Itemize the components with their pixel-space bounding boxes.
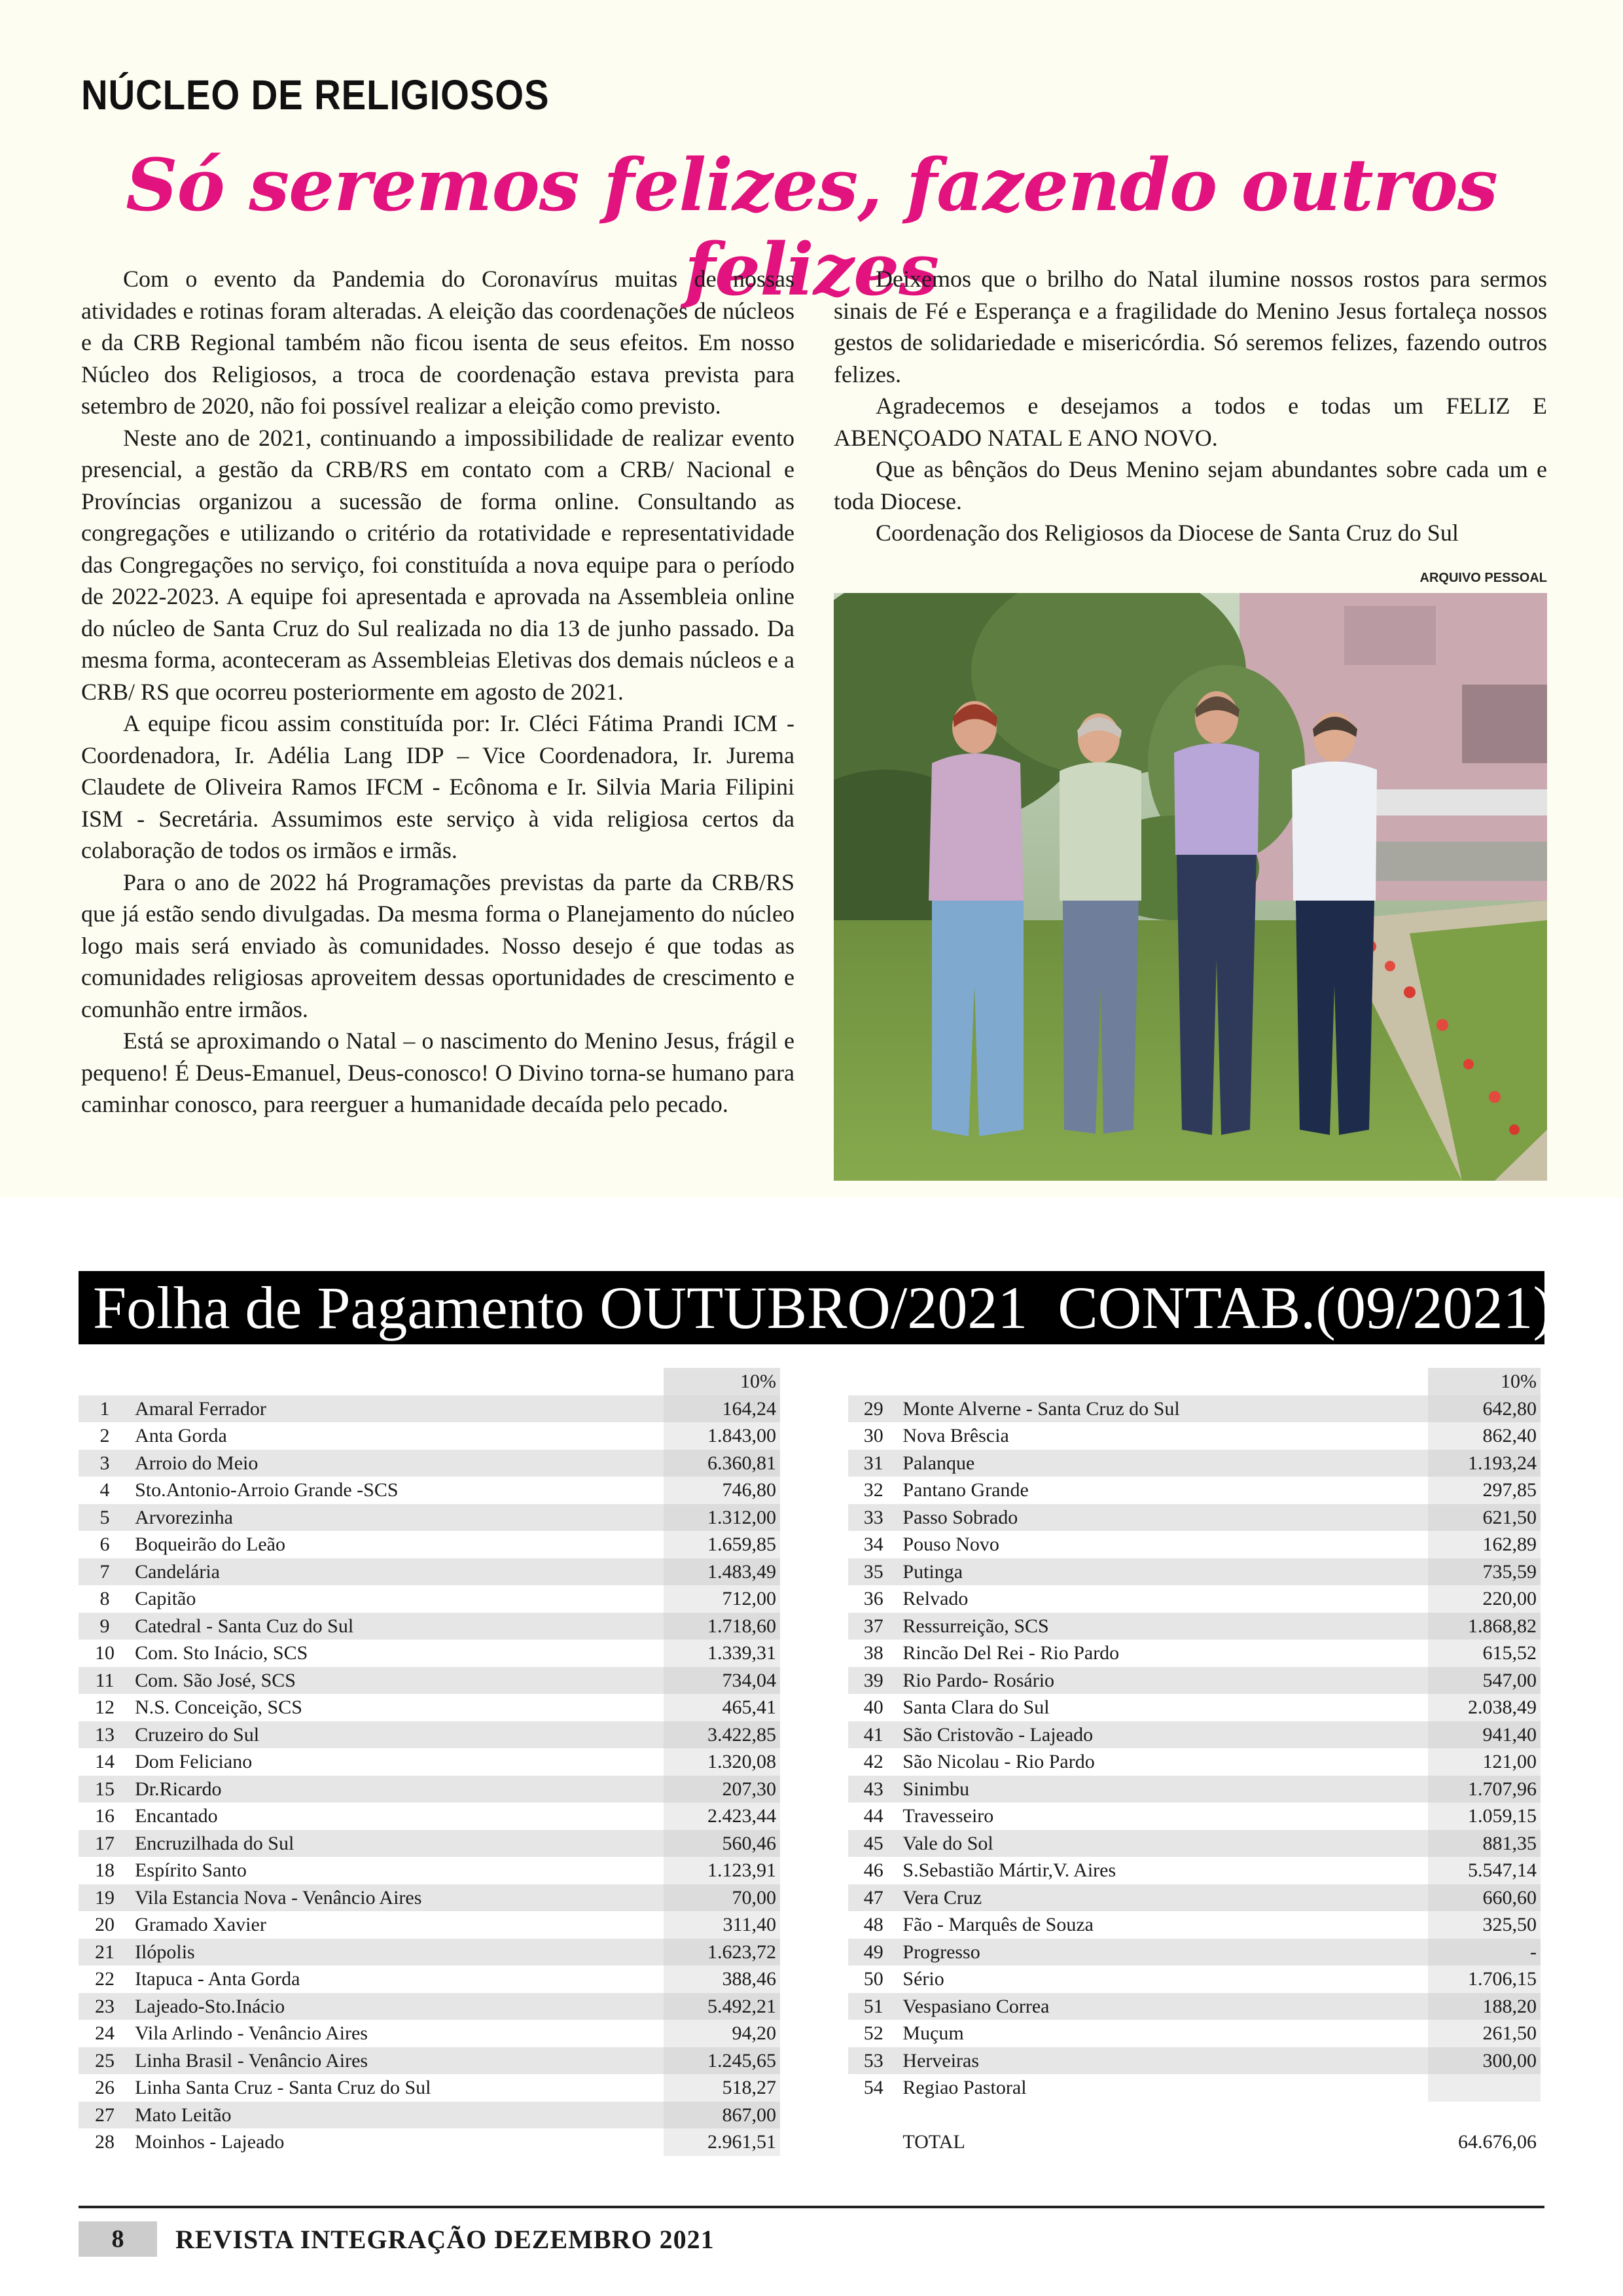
row-number: 47	[848, 1884, 899, 1912]
row-value: 5.492,21	[664, 1993, 780, 2020]
article-paragraph: A equipe ficou assim constituída por: Ir. Cléci Fátima Prandi ICM - Coordenadora, Ir. Adélia Lang IDP – Vice Coordenadora, Ir. Jurema Claudete de Oliveira Ramos IFCM - Ecônoma e Ir. Silvia Maria Filipini ISM - Secretária. Assumimos este serviço à vida religiosa certos da colaboração de todos os irmãos e irmãs.	[81, 710, 794, 863]
parish-name: Linha Brasil - Venâncio Aires	[131, 2047, 664, 2075]
row-number: 12	[95, 1696, 115, 1718]
row-value: 712,00	[664, 1585, 780, 1613]
row-number: 15	[79, 1776, 131, 1803]
row-value: 547,00	[1428, 1667, 1541, 1695]
row-number	[848, 2102, 899, 2129]
table-row	[848, 1776, 1541, 1803]
row-number: 25	[79, 2047, 131, 2075]
row-number: 8	[99, 1588, 110, 1609]
row-value: 867,00	[664, 2102, 780, 2129]
parish-name: Com. São José, SCS	[131, 1667, 664, 1695]
parish-name: Gramado Xavier	[135, 1914, 266, 1935]
row-value: 1.245,65	[664, 2047, 780, 2075]
row-value: 518,27	[664, 2074, 780, 2102]
row-value: 162,89	[1428, 1531, 1541, 1558]
parish-name: Monte Alverne - Santa Cruz do Sul	[899, 1395, 1428, 1423]
parish-name: Pouso Novo	[902, 1534, 999, 1555]
row-value: 325,50	[1428, 1911, 1541, 1939]
row-number: 54	[863, 2077, 883, 2098]
parish-name: Palanque	[899, 1450, 1428, 1477]
row-value: 1.623,72	[664, 1939, 780, 1966]
row-number: 31	[848, 1450, 899, 1477]
parish-name: Moinhos - Lajeado	[135, 2131, 285, 2153]
payroll-table-left-body	[79, 1368, 780, 2156]
row-number: 36	[863, 1588, 883, 1609]
row-number: 2	[99, 1425, 110, 1446]
parish-name: Arvorezinha	[131, 1504, 664, 1532]
payroll-table-left	[79, 1368, 780, 2156]
row-number: 18	[95, 1859, 115, 1881]
parish-name: Regiao Pastoral	[902, 2077, 1027, 2098]
parish-name: Nova Brêscia	[902, 1425, 1009, 1446]
row-number: 19	[79, 1884, 131, 1912]
row-number: 14	[95, 1751, 115, 1772]
table-row	[848, 1395, 1541, 1423]
table-row	[79, 1422, 780, 1450]
row-value: 734,04	[664, 1667, 780, 1695]
parish-name: Progresso	[899, 1939, 1428, 1966]
payroll-table-right-body	[848, 1368, 1541, 2156]
parish-name: Cruzeiro do Sul	[131, 1721, 664, 1749]
table-row	[79, 2128, 780, 2156]
column-header-row	[79, 1368, 780, 1395]
table-row	[79, 1613, 780, 1640]
row-value: 164,24	[664, 1395, 780, 1423]
parish-name: Fão - Marquês de Souza	[902, 1914, 1094, 1935]
parish-name: Herveiras	[899, 2047, 1428, 2075]
row-value: 881,35	[1428, 1830, 1541, 1857]
row-number: 43	[848, 1776, 899, 1803]
parish-name: Encantado	[135, 1805, 218, 1827]
article-paragraph: Está se aproximando o Natal – o nascimento do Menino Jesus, frágil e pequeno! É Deus-Emanuel, Deus-conosco! O Divino torna-se humano para caminhar conosco, para reerguer a humanidade decaída pelo pecado.	[81, 1028, 794, 1117]
row-number: 48	[863, 1914, 883, 1935]
row-number: 17	[79, 1830, 131, 1857]
table-row	[848, 1450, 1541, 1477]
parish-name: Muçum	[902, 2022, 964, 2044]
table-row	[79, 1830, 780, 1857]
row-number: 29	[848, 1395, 899, 1423]
table-row	[79, 1531, 780, 1558]
row-number: 33	[848, 1504, 899, 1532]
row-number: 52	[863, 2022, 883, 2044]
table-row	[848, 1558, 1541, 1586]
article-left-column	[81, 263, 794, 1121]
table-row	[79, 1667, 780, 1695]
parish-name: Dr.Ricardo	[131, 1776, 664, 1803]
row-number: 38	[863, 1642, 883, 1664]
row-value: 5.547,14	[1428, 1857, 1541, 1884]
row-number: 22	[95, 1968, 115, 1990]
table-row	[79, 1477, 780, 1504]
table-row	[79, 1585, 780, 1613]
parish-name: Travesseiro	[902, 1805, 994, 1827]
row-number: 28	[95, 2131, 115, 2153]
table-row	[79, 1640, 780, 1667]
row-value: -	[1428, 1939, 1541, 1966]
row-value: 1.659,85	[664, 1531, 780, 1558]
parish-name: Pantano Grande	[902, 1479, 1029, 1501]
section-label: NÚCLEO DE RELIGIOSOS	[81, 71, 550, 118]
table-row	[79, 1694, 780, 1721]
row-value: 941,40	[1428, 1721, 1541, 1749]
table-row	[848, 2020, 1541, 2047]
parish-name: Linha Santa Cruz - Santa Cruz do Sul	[135, 2077, 431, 2098]
parish-name: Sinimbu	[899, 1776, 1428, 1803]
parish-name: Passo Sobrado	[899, 1504, 1428, 1532]
table-row	[848, 1721, 1541, 1749]
row-value: 6.360,81	[664, 1450, 780, 1477]
column-header-percent: 10%	[664, 1368, 780, 1395]
row-value: 297,85	[1428, 1477, 1541, 1504]
parish-name: Catedral - Santa Cuz do Sul	[131, 1613, 664, 1640]
row-value: 735,59	[1428, 1558, 1541, 1586]
table-row	[848, 1911, 1541, 1939]
parish-name: São Cristovão - Lajeado	[899, 1721, 1428, 1749]
table-row	[848, 1884, 1541, 1912]
article-signature: Coordenação dos Religiosos da Diocese de Santa Cruz do Sul	[876, 520, 1459, 546]
parish-name: Relvado	[902, 1588, 969, 1609]
table-row	[79, 2074, 780, 2102]
row-value: 207,30	[664, 1776, 780, 1803]
article-paragraph: Agradecemos e desejamos a todos e todas um FELIZ E ABENÇOADO NATAL E ANO NOVO.	[834, 393, 1547, 451]
table-row	[848, 1993, 1541, 2020]
row-number: 27	[79, 2102, 131, 2129]
table-row	[848, 1667, 1541, 1695]
table-row	[79, 1776, 780, 1803]
row-value: 220,00	[1428, 1585, 1541, 1613]
row-number: 51	[848, 1993, 899, 2020]
parish-name: Rincão Del Rei - Rio Pardo	[902, 1642, 1120, 1664]
row-value: 1.707,96	[1428, 1776, 1541, 1803]
parish-name: Vila Arlindo - Venâncio Aires	[135, 2022, 368, 2044]
row-value: 261,50	[1428, 2020, 1541, 2047]
table-row	[848, 1531, 1541, 1558]
column-header-percent: 10%	[1428, 1368, 1541, 1395]
row-value: 1.193,24	[1428, 1450, 1541, 1477]
table-row	[848, 1694, 1541, 1721]
table-row	[848, 2074, 1541, 2102]
parish-name: Mato Leitão	[131, 2102, 664, 2129]
parish-name: Arroio do Meio	[131, 1450, 664, 1477]
table-row	[848, 1965, 1541, 1993]
row-number: 26	[95, 2077, 115, 2098]
table-row	[79, 1395, 780, 1423]
page-number: 8	[79, 2221, 157, 2257]
row-number: 13	[79, 1721, 131, 1749]
row-value: 660,60	[1428, 1884, 1541, 1912]
row-value: 1.123,91	[664, 1857, 780, 1884]
parish-name: Lajeado-Sto.Inácio	[131, 1993, 664, 2020]
table-row	[848, 1830, 1541, 1857]
parish-name: Sto.Antonio-Arroio Grande -SCS	[135, 1479, 399, 1501]
payroll-title-banner: Folha de Pagamento OUTUBRO/2021 CONTAB.(09/2021)	[79, 1271, 1544, 1344]
row-number: 30	[863, 1425, 883, 1446]
table-row	[79, 2102, 780, 2129]
row-number: 37	[848, 1613, 899, 1640]
row-value	[1428, 2102, 1541, 2129]
row-number: 16	[95, 1805, 115, 1827]
table-row	[79, 1993, 780, 2020]
table-row	[79, 1857, 780, 1884]
payroll-table-right	[848, 1368, 1541, 2156]
row-value: 2.038,49	[1428, 1694, 1541, 1721]
table-row	[79, 2047, 780, 2075]
row-value: 1.483,49	[664, 1558, 780, 1586]
row-number: 44	[863, 1805, 883, 1827]
table-row	[79, 1803, 780, 1830]
parish-name: Amaral Ferrador	[131, 1395, 664, 1423]
row-number: 24	[95, 2022, 115, 2044]
row-value: 1.706,15	[1428, 1965, 1541, 1993]
parish-name: Encruzilhada do Sul	[131, 1830, 664, 1857]
row-value: 2.423,44	[664, 1803, 780, 1830]
article-paragraph: Com o evento da Pandemia do Coronavírus muitas de nossas atividades e rotinas foram alteradas. A eleição das coordenações de núcleos e da CRB Regional também não ficou isenta de seus efeitos. Em nosso Núcleo dos Religiosos, a troca de coordenação estava prevista para setembro de 2020, não foi possível realizar a eleição como previsto.	[81, 266, 794, 419]
row-number: 1	[79, 1395, 131, 1423]
parish-name: Candelária	[131, 1558, 664, 1586]
total-value: 64.676,06	[1458, 2131, 1537, 2153]
total-row	[848, 2128, 1541, 2156]
row-number: 21	[79, 1939, 131, 1966]
table-row	[79, 1911, 780, 1939]
row-value: 1.320,08	[664, 1748, 780, 1776]
table-row	[848, 1422, 1541, 1450]
row-number: 35	[848, 1558, 899, 1586]
row-number: 53	[848, 2047, 899, 2075]
row-value	[1428, 2074, 1541, 2102]
table-row	[79, 1884, 780, 1912]
row-number: 49	[848, 1939, 899, 1966]
parish-name: Ressurreição, SCS	[899, 1613, 1428, 1640]
total-label: TOTAL	[902, 2131, 965, 2153]
parish-name: São Nicolau - Rio Pardo	[902, 1751, 1095, 1772]
table-row	[848, 1613, 1541, 1640]
row-value: 1.718,60	[664, 1613, 780, 1640]
row-value: 615,52	[1428, 1640, 1541, 1667]
row-number: 23	[79, 1993, 131, 2020]
table-row	[848, 1803, 1541, 1830]
row-number: 11	[79, 1667, 131, 1695]
parish-name: Sério	[902, 1968, 944, 1990]
table-row	[79, 1965, 780, 1993]
table-row	[79, 1721, 780, 1749]
row-value: 1.868,82	[1428, 1613, 1541, 1640]
row-number: 9	[79, 1613, 131, 1640]
row-number: 32	[863, 1479, 883, 1501]
table-row	[848, 1640, 1541, 1667]
table-row	[848, 1504, 1541, 1532]
row-number: 39	[848, 1667, 899, 1695]
parish-name: N.S. Conceição, SCS	[135, 1696, 302, 1718]
row-value: 121,00	[1428, 1748, 1541, 1776]
article-paragraph: Neste ano de 2021, continuando a impossibilidade de realizar evento presencial, a gestão da CRB/RS em contato com a CRB/ Nacional e Províncias organizou a sucessão de forma online. Consultando as congregações e utilizando o critério da rotatividade e representatividade das Congregações no serviço, foi constituída a nova equipe para o período de 2022-2023. A equipe foi apresentada e aprovada na Assembleia online do núcleo de Santa Cruz do Sul realizada no dia 13 de junho passado. Da mesma forma, aconteceram as Assembleias Eletivas dos demais núcleos e a CRB/ RS que ocorreu posteriormente em agosto de 2021.	[81, 424, 794, 705]
table-row	[79, 1450, 780, 1477]
parish-name: Boqueirão do Leão	[135, 1534, 285, 1555]
parish-name: Itapuca - Anta Gorda	[135, 1968, 300, 1990]
row-value: 388,46	[664, 1965, 780, 1993]
row-value: 94,20	[664, 2020, 780, 2047]
table-row	[848, 1939, 1541, 1966]
row-value: 1.339,31	[664, 1640, 780, 1667]
table-row	[848, 1585, 1541, 1613]
row-value: 746,80	[664, 1477, 780, 1504]
row-number: 10	[95, 1642, 115, 1664]
table-row	[848, 1748, 1541, 1776]
row-number: 40	[863, 1696, 883, 1718]
row-number: 6	[99, 1534, 110, 1555]
table-row	[848, 1477, 1541, 1504]
parish-name: Vila Estancia Nova - Venâncio Aires	[131, 1884, 664, 1912]
row-number: 20	[95, 1914, 115, 1935]
row-number: 3	[79, 1450, 131, 1477]
parish-name: Vespasiano Correa	[899, 1993, 1428, 2020]
row-value: 862,40	[1428, 1422, 1541, 1450]
parish-name: Capitão	[135, 1588, 196, 1609]
footer-rule	[79, 2206, 1544, 2208]
article-paragraph: Para o ano de 2022 há Programações previstas da parte da CRB/RS que já estão sendo divulgadas. Da mesma forma o Planejamento do núcleo logo mais será enviado às comunidades. Nosso desejo é que todas as comunidades religiosas aproveitem dessas oportunidades de crescimento e comunhão entre irmãos.	[81, 869, 794, 1022]
row-value: 1.312,00	[664, 1504, 780, 1532]
photo-credit: ARQUIVO PESSOAL	[1419, 571, 1547, 585]
row-number: 7	[79, 1558, 131, 1586]
table-row	[79, 2020, 780, 2047]
parish-name: Putinga	[899, 1558, 1428, 1586]
row-value: 311,40	[664, 1911, 780, 1939]
parish-name: Vale do Sol	[899, 1830, 1428, 1857]
parish-name: Rio Pardo- Rosário	[899, 1667, 1428, 1695]
row-value: 70,00	[664, 1884, 780, 1912]
row-number: 34	[863, 1534, 883, 1555]
parish-name: Dom Feliciano	[135, 1751, 253, 1772]
table-row	[848, 1857, 1541, 1884]
parish-name: Com. Sto Inácio, SCS	[135, 1642, 308, 1664]
row-value: 188,20	[1428, 1993, 1541, 2020]
row-number: 50	[863, 1968, 883, 1990]
parish-name: S.Sebastião Mártir,V. Aires	[902, 1859, 1116, 1881]
parish-name: Espírito Santo	[135, 1859, 247, 1881]
row-value: 621,50	[1428, 1504, 1541, 1532]
group-photo	[834, 593, 1547, 1181]
row-value: 1.843,00	[664, 1422, 780, 1450]
row-number: 41	[848, 1721, 899, 1749]
parish-name: Vera Cruz	[899, 1884, 1428, 1912]
table-row	[79, 1504, 780, 1532]
article-paragraph: Que as bênçãos do Deus Menino sejam abundantes sobre cada um e toda Diocese.	[834, 456, 1547, 514]
table-row	[848, 2047, 1541, 2075]
row-number: 5	[79, 1504, 131, 1532]
table-row	[79, 1558, 780, 1586]
column-header-row	[848, 1368, 1541, 1395]
parish-name	[899, 2102, 1428, 2129]
row-value: 642,80	[1428, 1395, 1541, 1423]
row-number: 42	[863, 1751, 883, 1772]
row-value: 1.059,15	[1428, 1803, 1541, 1830]
parish-name: Anta Gorda	[135, 1425, 227, 1446]
row-value: 3.422,85	[664, 1721, 780, 1749]
row-number: 4	[99, 1479, 110, 1501]
row-value: 465,41	[664, 1694, 780, 1721]
article-paragraph: Deixemos que o brilho do Natal ilumine nossos rostos para sermos sinais de Fé e Esperança e a fragilidade do Menino Jesus fortaleça nossos gestos de solidariedade e misericórdia. Só seremos felizes, fazendo outros felizes.	[834, 266, 1547, 387]
row-value: 300,00	[1428, 2047, 1541, 2075]
row-number: 45	[848, 1830, 899, 1857]
publication-title: REVISTA INTEGRAÇÃO DEZEMBRO 2021	[175, 2225, 715, 2254]
row-value: 560,46	[664, 1830, 780, 1857]
row-number: 46	[863, 1859, 883, 1881]
blank-row	[848, 2102, 1541, 2129]
table-row	[79, 1748, 780, 1776]
article-headline: Só seremos felizes, fazendo outros felizes	[126, 143, 1497, 312]
article-right-column	[834, 263, 1547, 549]
parish-name: Ilópolis	[131, 1939, 664, 1966]
row-value: 2.961,51	[664, 2128, 780, 2156]
parish-name: Santa Clara do Sul	[902, 1696, 1050, 1718]
table-row	[79, 1939, 780, 1966]
